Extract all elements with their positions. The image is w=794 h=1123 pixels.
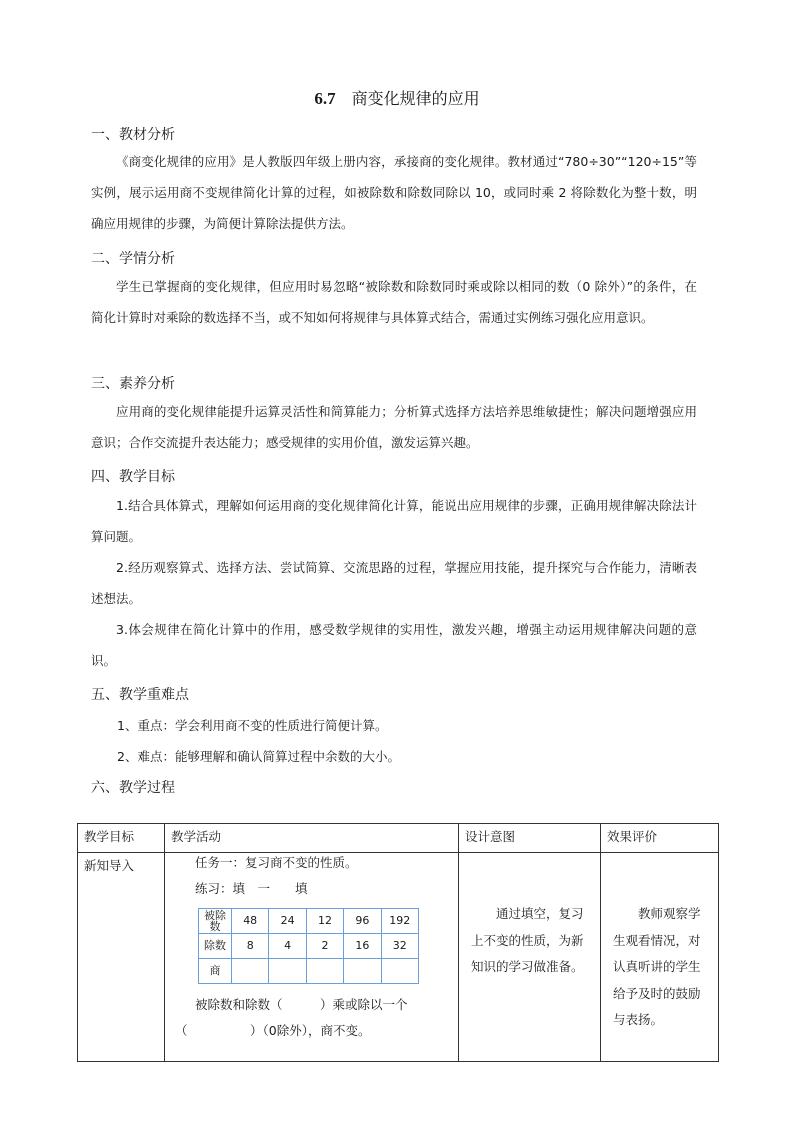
- section-number: 6.7: [314, 89, 336, 108]
- mini-cell: 2: [306, 934, 343, 959]
- mini-blank-cell[interactable]: [381, 959, 418, 984]
- table-row: [78, 853, 719, 1062]
- student-analysis-text: 学生已掌握商的变化规律，但应用时易忽略“被除数和除数同时乘或除以相同的数（0 除外）”的条件，在简化计算时对乘除的数选择不当，或不知如何将规律与具体算式结合，需通过实例练习强化应用意识。: [91, 279, 697, 325]
- teaching-goal-2: 2.经历观察算式、选择方法、尝试简算、交流思路的过程，掌握应用技能，提升探究与合作能力，清晰表述想法。: [91, 560, 697, 606]
- page-title: [0, 87, 794, 111]
- mini-row-quotient: [199, 959, 419, 984]
- key-point-text: 1、重点：学会利用商不变的性质进行简便计算。: [117, 718, 388, 733]
- header-intent: 设计意图: [459, 824, 601, 853]
- table-header-row: [78, 824, 719, 853]
- heading-literacy-analysis: 三、素养分析: [91, 376, 175, 392]
- activity-practice: 练习：填 一 填: [195, 881, 308, 896]
- mini-label-divisor: 除数: [199, 934, 232, 959]
- heading-student-analysis: 二、学情分析: [91, 251, 175, 267]
- heading-textbook-analysis: 一、教材分析: [91, 127, 175, 143]
- row-activity: [165, 853, 459, 1062]
- teaching-goal-1: 1.结合具体算式，理解如何运用商的变化规律简化计算，能说出应用规律的步骤，正确用规律解决除法计算问题。: [91, 498, 697, 544]
- mini-row-dividend: [199, 909, 419, 934]
- literacy-analysis-text: 应用商的变化规律能提升运算灵活性和简算能力；分析算式选择方法培养思维敏捷性；解决问题增强应用意识；合作交流提升表达能力；感受规律的实用价值，激发运算兴趣。: [91, 404, 697, 450]
- mini-blank-cell[interactable]: [269, 959, 306, 984]
- header-goal: 教学目标: [78, 824, 165, 853]
- mini-cell: 4: [269, 934, 306, 959]
- mini-cell: 8: [232, 934, 269, 959]
- mini-cell: 96: [344, 909, 381, 934]
- mini-blank-cell[interactable]: [344, 959, 381, 984]
- teaching-goal-3: 3.体会规律在简化计算中的作用，感受数学规律的实用性，激发兴趣，增强主动运用规律解决问题的意识。: [91, 622, 697, 668]
- textbook-analysis-text: 《商变化规律的应用》是人教版四年级上册内容，承接商的变化规律。教材通过“780÷30”“120÷15”等实例，展示运用商不变规律简化计算的过程，如被除数和除数同除以 10，或同时乘 2 将除数化为整十数，明确应用规律的步骤，为简便计算除法提供方法。: [91, 154, 697, 231]
- activity-conclusion-line1: 被除数和除数（ ）乘或除以一个: [195, 997, 408, 1012]
- mini-label-quotient: 商: [199, 959, 232, 984]
- mini-blank-cell[interactable]: [306, 959, 343, 984]
- mini-cell: 16: [344, 934, 381, 959]
- heading-teaching-process: 六、教学过程: [91, 780, 175, 796]
- title-text: 商变化规律的应用: [351, 89, 480, 108]
- mini-row-divisor: [199, 934, 419, 959]
- header-activity: 教学活动: [165, 824, 459, 853]
- heading-key-difficult: 五、教学重难点: [91, 687, 189, 703]
- header-evaluation: 效果评价: [601, 824, 719, 853]
- mini-cell: 32: [381, 934, 418, 959]
- heading-teaching-goals: 四、教学目标: [91, 469, 175, 485]
- difficult-point-text: 2、难点：能够理解和确认简算过程中余数的大小。: [117, 749, 400, 764]
- activity-conclusion-line2: （ ）（0除外），商不变。: [175, 1023, 371, 1038]
- teaching-process-table: [77, 823, 719, 1062]
- row-evaluation: 教师观察学生观看情况，对认真听讲的学生给予及时的鼓励与表扬。: [601, 853, 719, 1062]
- mini-blank-cell[interactable]: [232, 959, 269, 984]
- activity-task: 任务一：复习商不变的性质。: [195, 855, 358, 870]
- fill-in-table: [198, 908, 419, 984]
- mini-label-dividend: 被除数: [199, 909, 232, 934]
- mini-cell: 48: [232, 909, 269, 934]
- row-intent: 通过填空，复习上不变的性质，为新知识的学习做准备。: [459, 853, 601, 1062]
- row-goal: 新知导入: [78, 853, 165, 1062]
- mini-cell: 192: [381, 909, 418, 934]
- mini-cell: 24: [269, 909, 306, 934]
- mini-cell: 12: [306, 909, 343, 934]
